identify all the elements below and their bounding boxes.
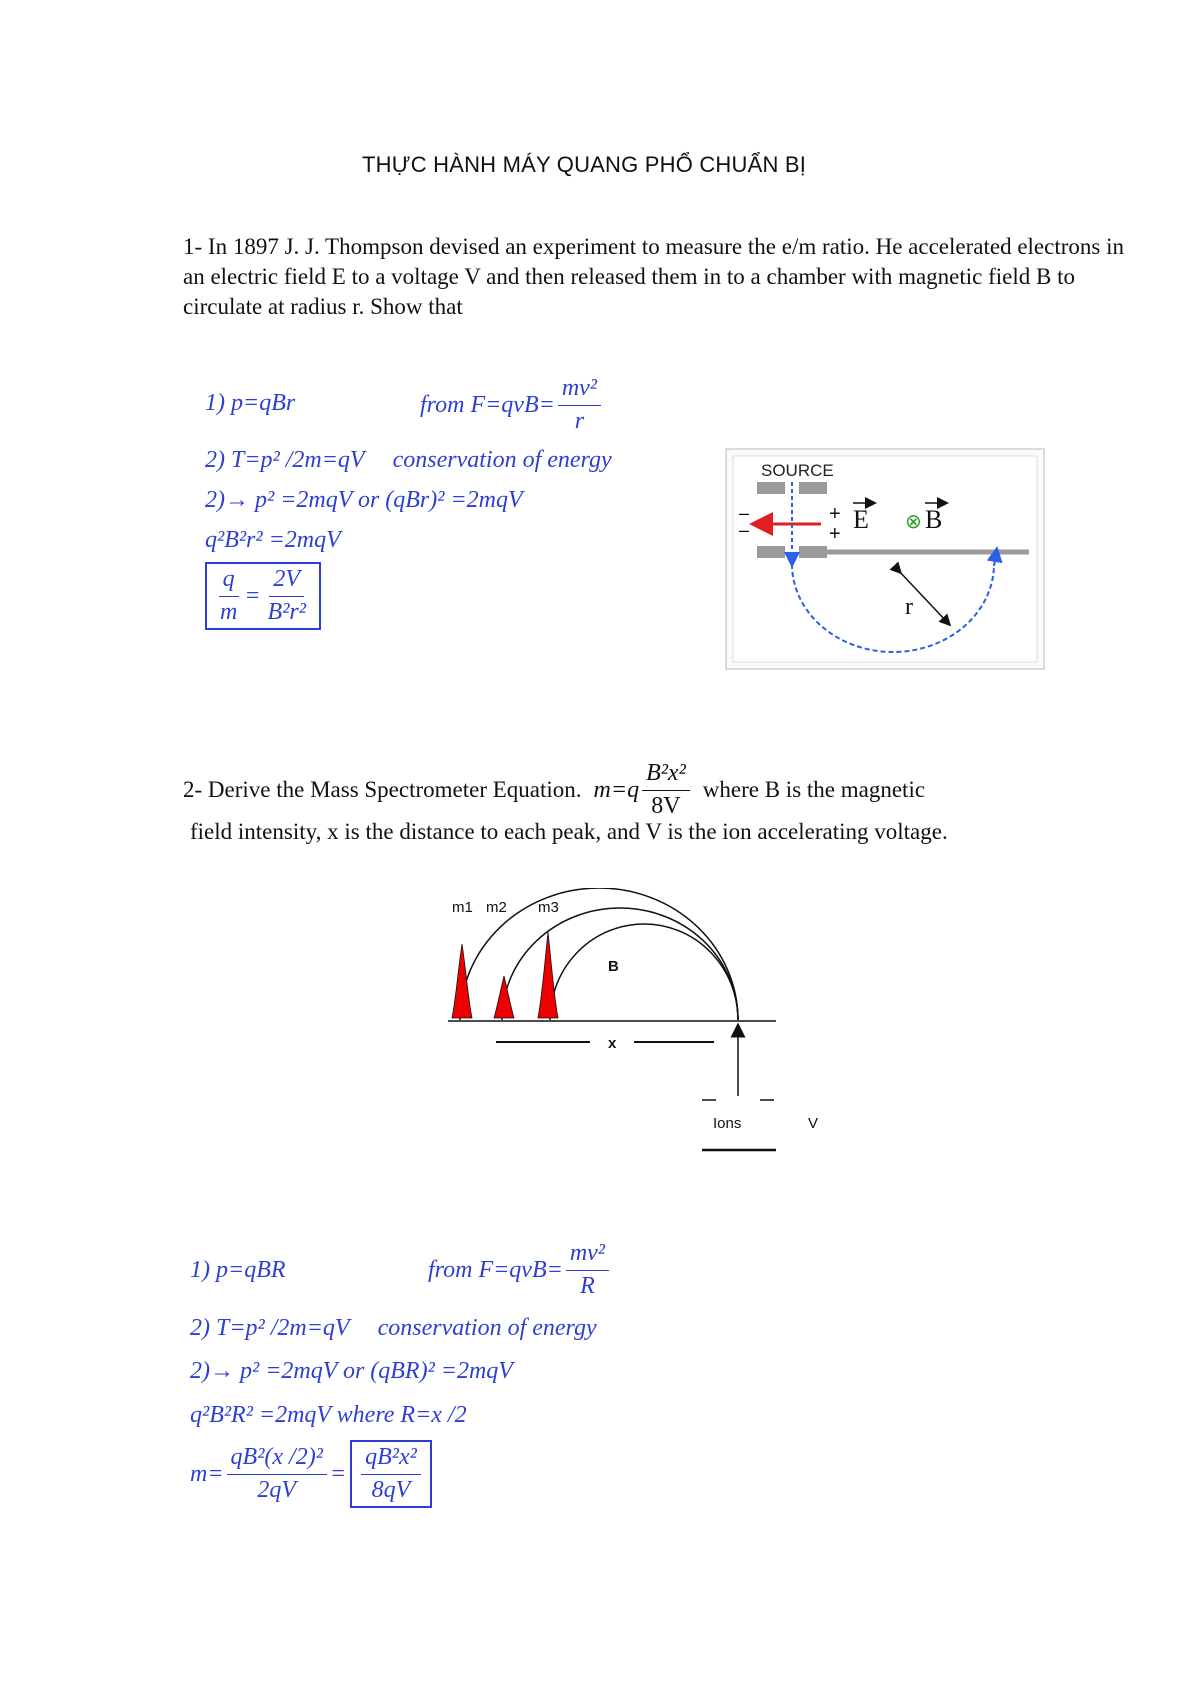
fraction-denominator: R — [580, 1272, 595, 1299]
upper-plate-right — [799, 482, 827, 494]
answer1-line4: q²B²r² =2mqV — [205, 527, 341, 553]
answer1-momentum: 1) p=qBr — [205, 390, 296, 416]
q-over-m-fraction — [216, 566, 241, 626]
fraction-denominator: B²r² — [267, 598, 306, 625]
answer2-momentum: 1) p=qBR — [190, 1257, 286, 1283]
answer1-line2 — [205, 447, 612, 474]
mass-label-m1: m1 — [452, 899, 473, 916]
b-field-into-page-icon: ⊗ — [905, 509, 922, 533]
fraction-denominator: 8V — [651, 792, 681, 819]
b-field-label: B — [925, 505, 943, 534]
answer2-line2 — [190, 1315, 597, 1342]
peak-m2 — [494, 976, 514, 1018]
question-2-line2: field intensity, x is the distance to each peak, and V is the ion accelerating voltage. — [190, 819, 948, 844]
answer1-line3: 2)→ p² =2mqV or (qBr)² =2mqV — [205, 487, 523, 513]
answer2-force-lhs: from F=qvB= — [428, 1256, 563, 1283]
answer2-line4: q²B²R² =2mqV where R=x /2 — [190, 1402, 467, 1428]
answer1-line1 — [205, 390, 295, 417]
answer2-line5 — [190, 1440, 432, 1508]
lower-plate-right — [799, 546, 827, 558]
fraction-numerator: q — [219, 566, 239, 597]
mass-equation-fraction — [642, 760, 690, 820]
answer2-force-fraction — [566, 1240, 609, 1300]
answer2-energy: 2) T=p² /2m=qV — [190, 1315, 350, 1341]
equals-sign: = — [329, 1460, 347, 1487]
voltage-label: V — [808, 1115, 819, 1132]
peak-m3 — [538, 932, 558, 1018]
answer1-energy: 2) T=p² /2m=qV — [205, 447, 365, 473]
answer2-line3: 2)→ p² =2mqV or (qBR)² =2mqV — [190, 1358, 513, 1384]
question-2-line1 — [183, 760, 925, 820]
ions-label: Ions — [713, 1115, 742, 1132]
plus-sign: + — [829, 503, 841, 525]
plus-sign: + — [829, 523, 841, 545]
answer2-line1 — [190, 1257, 286, 1284]
mass-equation-lhs: m=q — [593, 776, 640, 803]
mass-spectrometer-figure — [440, 888, 860, 1163]
thompson-apparatus-figure — [725, 448, 1045, 670]
fraction-numerator: qB²x² — [361, 1444, 421, 1475]
fraction-numerator: B²x² — [642, 760, 690, 791]
answer1-force-lhs: from F=qvB= — [420, 391, 555, 418]
mass-label-m2: m2 — [486, 899, 507, 916]
peak-m1 — [452, 944, 472, 1018]
equals-sign: = — [244, 582, 261, 609]
source-label: SOURCE — [761, 461, 834, 480]
upper-plate-left — [757, 482, 785, 494]
answer1-force — [420, 375, 604, 435]
minus-sign: – — [739, 520, 750, 540]
mass-intermediate-fraction — [227, 1444, 327, 1504]
fraction-numerator: qB²(x /2)² — [227, 1444, 327, 1475]
question-2-trail: where B is the magnetic — [702, 777, 926, 803]
fraction-numerator: mv² — [558, 375, 601, 406]
fraction-numerator: 2V — [269, 566, 304, 597]
answer2-result-box — [350, 1440, 432, 1508]
result-fraction — [264, 566, 310, 626]
fraction-denominator: r — [574, 407, 585, 434]
b-field-label: B — [608, 958, 619, 975]
question-1-text: 1- In 1897 J. J. Thompson devised an experiment to measure the e/m ratio. He accelerated electrons in an electric field E to a voltage V and then released them in to a chamber with magnetic field B to circulate at radius r. Show that — [183, 234, 1124, 319]
radius-label: r — [905, 594, 913, 620]
minus-sign: – — [739, 503, 750, 523]
result-fraction — [361, 1444, 421, 1504]
fraction-denominator: m — [220, 598, 238, 625]
answer1-force-fraction — [558, 375, 601, 435]
ion-path-m3 — [550, 924, 738, 1020]
fraction-denominator: 8qV — [371, 1476, 411, 1503]
answer2-energy-note: conservation of energy — [377, 1315, 597, 1341]
question-2-lead: 2- Derive the Mass Spectrometer Equation. — [183, 777, 582, 803]
answer1-energy-note: conservation of energy — [392, 447, 612, 473]
lower-plate-left — [757, 546, 785, 558]
page-title: THỰC HÀNH MÁY QUANG PHỔ CHUẨN BỊ — [362, 152, 807, 177]
fraction-numerator: mv² — [566, 1240, 609, 1271]
e-field-label: E — [853, 505, 869, 534]
mass-lhs: m= — [190, 1460, 224, 1487]
answer1-result-box — [205, 562, 321, 630]
mass-label-m3: m3 — [538, 899, 559, 916]
answer2-force — [428, 1240, 612, 1300]
distance-label: x — [608, 1035, 617, 1052]
ion-path-m2 — [502, 908, 738, 1020]
fraction-denominator: 2qV — [257, 1476, 297, 1503]
